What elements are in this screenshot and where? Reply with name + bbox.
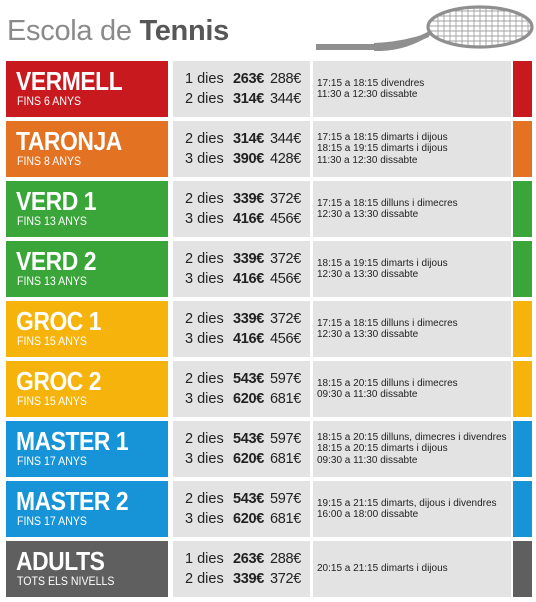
price-alt: 428€ [270, 151, 302, 167]
price-main: 416€ [233, 271, 265, 287]
group-label [6, 361, 168, 417]
color-bar [513, 61, 532, 117]
schedule-line: 11:30 a 12:30 dissabte [317, 89, 418, 100]
color-bar [513, 361, 532, 417]
days-label: 3 dies [185, 511, 224, 527]
tennis-racket-icon [312, 2, 534, 58]
price-alt: 681€ [270, 391, 302, 407]
days-label: 3 dies [185, 331, 224, 347]
schedule-line: 09:30 a 11:30 dissabte [317, 454, 418, 466]
page-header [0, 0, 536, 62]
color-bar [513, 181, 532, 237]
group-name: VERMELL [16, 66, 123, 96]
price-panel [173, 541, 310, 597]
days-label: 2 dies [185, 571, 224, 587]
schedule-line: 11:30 a 12:30 dissabte [317, 154, 418, 166]
schedule-line: 20:15 a 21:15 dimarts i dijous [317, 563, 448, 575]
group-age: FINS 6 ANYS [17, 96, 82, 108]
price-alt: 597€ [270, 431, 302, 447]
price-panel [173, 361, 310, 417]
group-label [6, 121, 168, 177]
days-label: 2 dies [185, 431, 224, 447]
price-main: 620€ [233, 391, 265, 407]
group-name: VERD 1 [16, 186, 97, 216]
schedule-line: 12:30 a 13:30 dissabte [317, 209, 419, 220]
price-alt: 372€ [270, 191, 302, 207]
price-main: 620€ [233, 451, 265, 467]
schedule-line: 17:15 a 18:15 dilluns i dimecres [317, 197, 458, 209]
color-bar [513, 481, 532, 537]
price-alt: 456€ [270, 271, 302, 287]
schedule-panel [313, 361, 511, 417]
days-label: 2 dies [185, 371, 224, 387]
group-label [6, 181, 168, 237]
price-main: 339€ [233, 251, 265, 267]
days-label: 2 dies [185, 191, 224, 207]
price-panel [173, 61, 310, 117]
price-panel [173, 301, 310, 357]
class-row-adults [6, 541, 532, 597]
price-alt: 456€ [270, 331, 302, 347]
group-age: FINS 13 ANYS [17, 216, 87, 228]
group-age: FINS 17 ANYS [17, 516, 87, 528]
color-bar [513, 121, 532, 177]
class-list [6, 61, 532, 601]
price-panel [173, 481, 310, 537]
days-label: 1 dies [185, 71, 224, 87]
price-alt: 372€ [270, 251, 302, 267]
price-alt: 681€ [270, 511, 302, 527]
class-row-verd-1 [6, 181, 532, 237]
class-row-master-1 [6, 421, 532, 477]
group-name: MASTER 1 [16, 426, 129, 456]
page-title [7, 15, 229, 48]
class-row-master-2 [6, 481, 532, 537]
price-alt: 597€ [270, 491, 302, 507]
price-main: 620€ [233, 511, 265, 527]
days-label: 1 dies [185, 551, 224, 567]
price-panel [173, 181, 310, 237]
schedule-line: 17:15 a 18:15 dilluns i dimecres [317, 317, 458, 329]
class-row-taronja [6, 121, 532, 177]
days-label: 2 dies [185, 311, 224, 327]
schedule-panel [313, 61, 511, 117]
days-label: 2 dies [185, 91, 224, 107]
group-name: TARONJA [16, 126, 122, 156]
group-name: ADULTS [16, 546, 105, 576]
group-age: TOTS ELS NIVELLS [17, 576, 115, 588]
group-age: FINS 17 ANYS [17, 456, 87, 468]
group-label [6, 241, 168, 297]
class-row-verd-2 [6, 241, 532, 297]
group-name: GROC 1 [16, 306, 102, 336]
group-age: FINS 8 ANYS [17, 156, 82, 168]
schedule-panel [313, 241, 511, 297]
title-bold: Tennis [139, 15, 229, 47]
price-panel [173, 241, 310, 297]
color-bar [513, 301, 532, 357]
group-name: GROC 2 [16, 366, 102, 396]
class-row-groc-2 [6, 361, 532, 417]
class-row-groc-1 [6, 301, 532, 357]
price-panel [173, 121, 310, 177]
price-main: 263€ [233, 71, 265, 87]
schedule-line: 18:15 a 20:15 dimarts i dijous [317, 443, 448, 455]
days-label: 3 dies [185, 151, 224, 167]
price-main: 543€ [233, 491, 265, 507]
price-alt: 344€ [270, 131, 302, 147]
days-label: 3 dies [185, 271, 224, 287]
days-label: 2 dies [185, 491, 224, 507]
group-name: MASTER 2 [16, 486, 129, 516]
price-alt: 372€ [270, 311, 302, 327]
group-age: FINS 13 ANYS [17, 276, 87, 288]
schedule-line: 12:30 a 13:30 dissabte [317, 329, 419, 340]
price-main: 263€ [233, 551, 265, 567]
schedule-line: 12:30 a 13:30 dissabte [317, 269, 419, 280]
price-alt: 344€ [270, 91, 302, 107]
class-row-vermell [6, 61, 532, 117]
days-label: 3 dies [185, 451, 224, 467]
color-bar [513, 241, 532, 297]
schedule-panel [313, 541, 511, 597]
color-bar [513, 421, 532, 477]
days-label: 3 dies [185, 211, 224, 227]
price-main: 314€ [233, 91, 265, 107]
color-bar [513, 541, 532, 597]
price-alt: 456€ [270, 211, 302, 227]
price-main: 339€ [233, 571, 265, 587]
schedule-line: 17:15 a 18:15 divendres [317, 77, 425, 89]
group-name: VERD 2 [16, 246, 97, 276]
price-alt: 372€ [270, 571, 302, 587]
title-prefix: Escola de [7, 15, 132, 47]
price-main: 339€ [233, 191, 265, 207]
schedule-line: 18:15 a 20:15 dilluns, dimecres i divendres [317, 431, 507, 443]
group-age: FINS 15 ANYS [17, 336, 87, 348]
schedule-panel [313, 421, 511, 477]
group-label [6, 61, 168, 117]
group-label [6, 481, 168, 537]
price-main: 543€ [233, 431, 265, 447]
price-main: 416€ [233, 331, 265, 347]
days-label: 2 dies [185, 251, 224, 267]
schedule-line: 17:15 a 18:15 dimarts i dijous [317, 131, 448, 143]
price-alt: 597€ [270, 371, 302, 387]
price-main: 543€ [233, 371, 265, 387]
group-age: FINS 15 ANYS [17, 396, 87, 408]
price-alt: 681€ [270, 451, 302, 467]
days-label: 2 dies [185, 131, 224, 147]
price-alt: 288€ [270, 551, 302, 567]
schedule-line: 19:15 a 21:15 dimarts, dijous i divendres [317, 497, 497, 509]
group-label [6, 421, 168, 477]
schedule-line: 18:15 a 20:15 dilluns i dimecres [317, 377, 458, 389]
schedule-line: 09:30 a 11:30 dissabte [317, 389, 418, 400]
price-alt: 288€ [270, 71, 302, 87]
schedule-panel [313, 121, 511, 177]
schedule-panel [313, 181, 511, 237]
group-label [6, 541, 168, 597]
days-label: 3 dies [185, 391, 224, 407]
schedule-panel [313, 481, 511, 537]
price-main: 390€ [233, 151, 265, 167]
schedule-line: 18:15 a 19:15 dimarts i dijous [317, 143, 448, 155]
schedule-panel [313, 301, 511, 357]
schedule-line: 18:15 a 19:15 dimarts i dijous [317, 257, 448, 269]
price-main: 339€ [233, 311, 265, 327]
price-main: 314€ [233, 131, 265, 147]
schedule-line: 16:00 a 18:00 dissabte [317, 509, 419, 520]
group-label [6, 301, 168, 357]
price-main: 416€ [233, 211, 265, 227]
price-panel [173, 421, 310, 477]
